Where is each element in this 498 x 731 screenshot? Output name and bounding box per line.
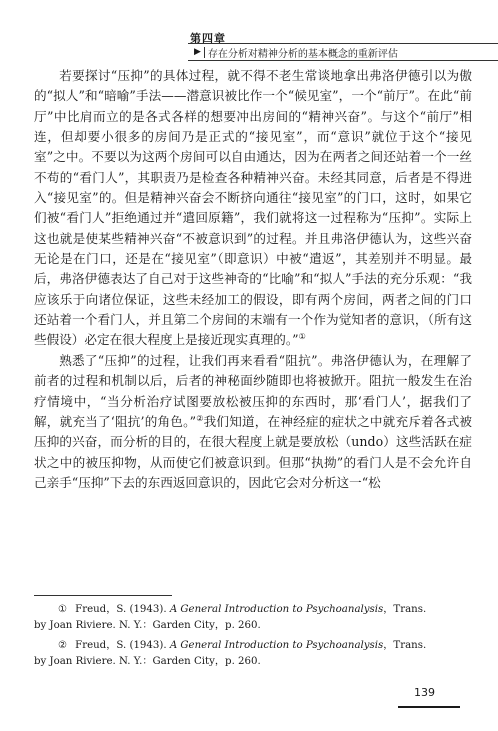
footnote-2 bbox=[34, 638, 474, 670]
footnote-ref-1[interactable]: ① bbox=[298, 332, 306, 342]
footnote-publisher: by Joan Riviere. N. Y.：Garden City，p. 260. bbox=[34, 620, 261, 631]
body-text bbox=[34, 66, 472, 493]
footnotes bbox=[34, 602, 474, 674]
footnote-trans: ，Trans. bbox=[383, 604, 427, 615]
paragraph-2 bbox=[34, 351, 472, 493]
paragraph-2-continuation: 我们知道，在神经症的症状之中就充斥着各式被压抑的兴奋，而分析的目的，在很大程度上就是要放松（undo）这些活跃在症状之中的被压抑物，从而使它们被意识到。但那“执拗”的看门人是不会允许自己亲手“压抑”下去的东西返回意识的，因此它会对分析这一“松 bbox=[34, 413, 473, 490]
footnote-book-title: A General Introduction to Psychoanalysis bbox=[169, 604, 384, 615]
footnote-author: Freud，S. (1943). bbox=[75, 604, 170, 615]
chapter-title: 第四章 bbox=[190, 32, 226, 45]
page-number-rule bbox=[398, 706, 460, 708]
chapter-subtitle: 存在分析对精神分析的基本概念的重新评估 bbox=[207, 48, 398, 60]
page-number: 139 bbox=[414, 686, 435, 699]
divider-bar bbox=[204, 47, 205, 58]
footnote-publisher: by Joan Riviere. N. Y.：Garden City，p. 260. bbox=[34, 656, 261, 667]
paragraph-2-text: 熟悉了“压抑”的过程，让我们再来看看“阻抗”。弗洛伊德认为，在理解了前者的过程和机制以后，后者的神秘面纱随即也将被掀开。阻抗一般发生在治疗情境中，“当分析治疗试图要放松被压抑的东西时，那‘看门人’，据我们了解，就充当了‘阻抗’的角色。” bbox=[34, 352, 472, 429]
footnote-separator bbox=[34, 595, 172, 596]
triangle-arrow-icon: ▶ bbox=[194, 47, 201, 57]
paragraph-1-text: 若要探讨“压抑”的具体过程，就不得不老生常谈地拿出弗洛伊德引以为傲的“拟人”和“暗喻”手法——潜意识被比作一个“候见室”，一个“前厅”。在此“前厅”中比肩而立的是各式各样的想要冲出房间的“精神兴奋”。与这个“前厅”相连，但却要小很多的房间乃是正式的“接见室”，而“意识”就位于这个“接见室”之中。不要以为这两个房间可以自由通达，因为在两者之间还站着一个一丝不苟的“看门人”，其职责乃是检查各种精神兴奋。未经其同意，后者是不得进入“接见室”的。但是精神兴奋会不断挤向通往“接见室”的门口，这时，如果它们被“看门人”拒绝通过并“遣回原籍”，我们就将这一过程称为“压抑”。实际上这也就是使某些精神兴奋“不被意识到”的过程。并且弗洛伊德认为，这些兴奋无论是在门口，还是在“接见室”（即意识）中被“遣返”，其差别并不明显。最后，弗洛伊德表达了自己对于这些神奇的“比喻”和“拟人”手法的充分乐观：“我应该乐于向诸位保证，这些未经加工的假设，即有两个房间，两者之间的门口还站着一个看门人，并且第二个房间的末端有一个作为觉知者的意识，（所有这些假设）必定在很大程度上是接近现实真理的。” bbox=[34, 68, 472, 348]
footnote-mark: ② bbox=[58, 640, 68, 651]
footnote-mark: ① bbox=[58, 604, 68, 615]
footnote-1 bbox=[34, 602, 474, 634]
paragraph-1 bbox=[34, 66, 472, 351]
footnote-author: Freud，S. (1943). bbox=[75, 640, 170, 651]
footnote-book-title: A General Introduction to Psychoanalysis bbox=[169, 640, 384, 651]
running-header bbox=[0, 0, 498, 62]
footnote-ref-2[interactable]: ② bbox=[196, 413, 204, 423]
footnote-trans: ，Trans. bbox=[383, 640, 427, 651]
chapter-subtitle-bar bbox=[188, 43, 498, 61]
